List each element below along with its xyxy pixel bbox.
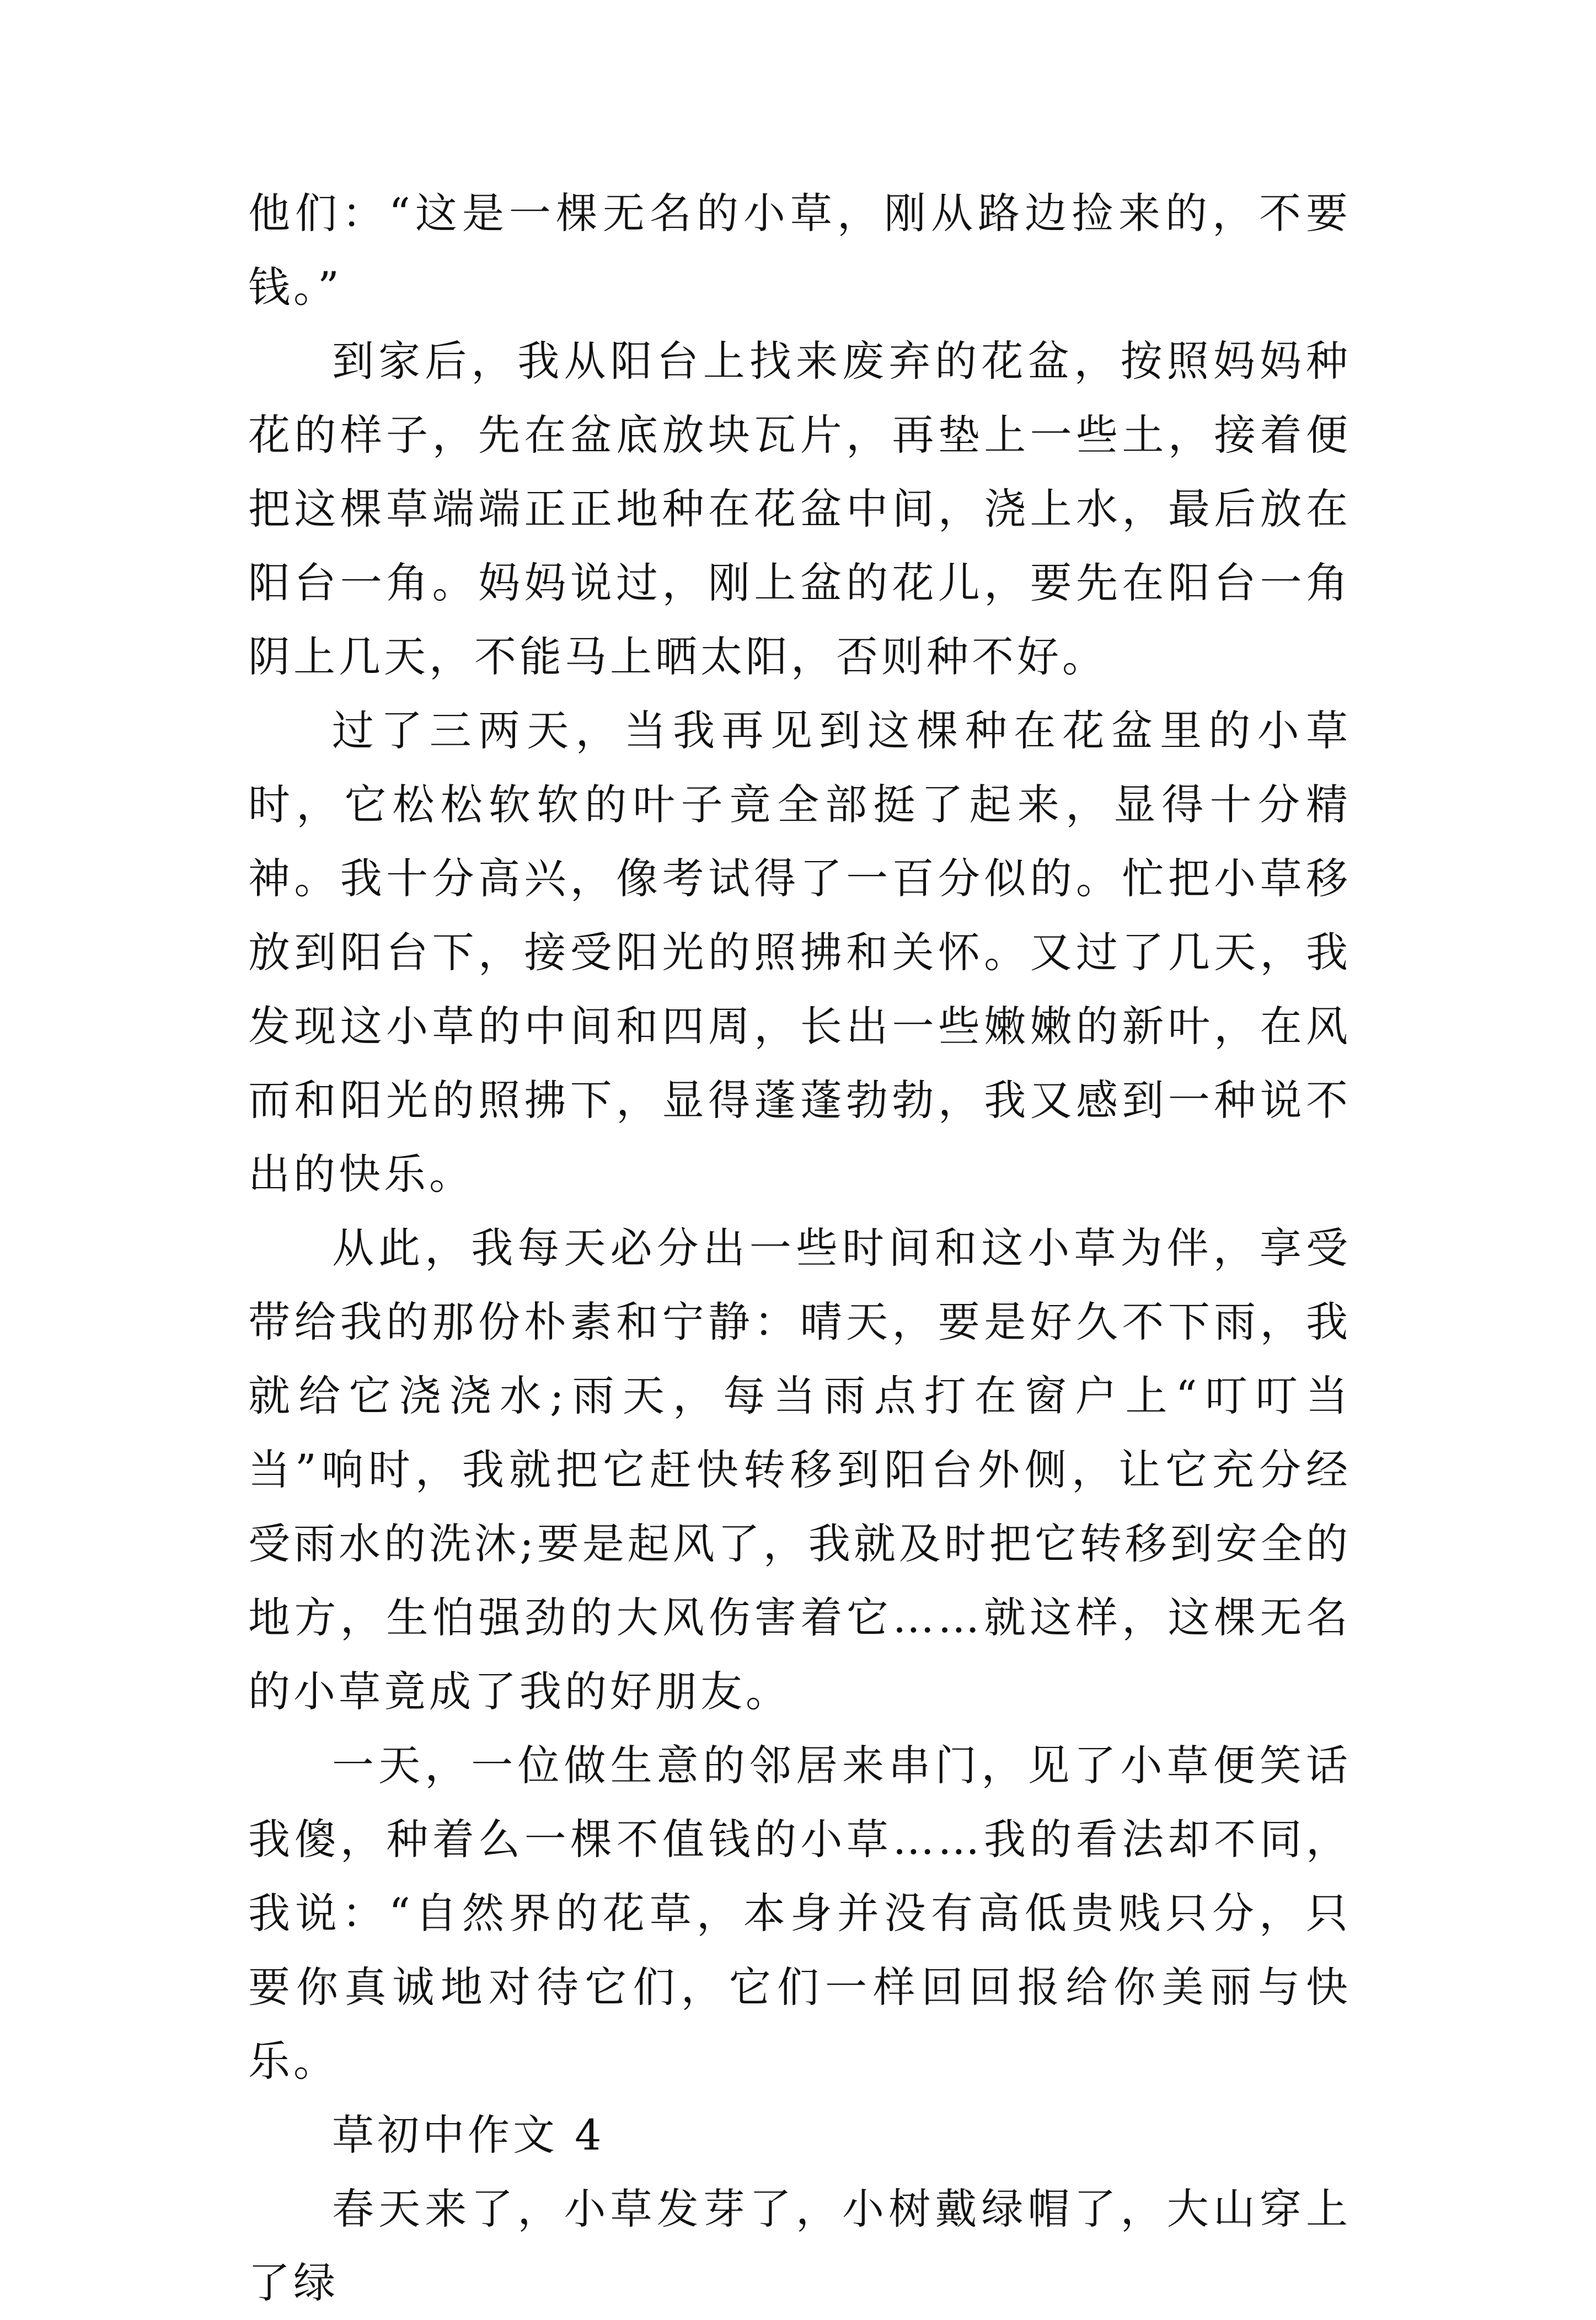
paragraph-4: 从此，我每天必分出一些时间和这小草为伴，享受带给我的那份朴素和宁静：晴天，要是好久不下雨，我就给它浇浇水;雨天，每当雨点打在窗户上“叮叮当当”响时，我就把它赶快转移到阳台外侧，让它充分经受雨水的洗沐;要是起风了，我就及时把它转移到安全的地方，生怕强劲的大风伤害着它……就这样，这棵无名的小草竟成了我的好朋友。 bbox=[248, 1223, 1351, 1716]
paragraph-5: 一天，一位做生意的邻居来串门，见了小草便笑话我傻，种着么一棵不值钱的小草……我的看法却不同，我说：“自然界的花草，本身并没有高低贵贱只分，只要你真诚地对待它们，它们一样回回报给你美丽与快乐。 bbox=[248, 1741, 1351, 2086]
paragraph-3: 过了三两天，当我再见到这棵种在花盆里的小草时，它松松软软的叶子竟全部挺了起来，显得十分精神。我十分高兴，像考试得了一百分似的。忙把小草移放到阳台下，接受阳光的照拂和关怀。又过了几天，我发现这小草的中间和四周，长出一些嫩嫩的新叶，在风而和阳光的照拂下，显得蓬蓬勃勃，我又感到一种说不出的快乐。 bbox=[248, 706, 1351, 1199]
essay-heading: 草初中作文 4 bbox=[332, 2110, 605, 2159]
paragraph-1: 他们：“这是一棵无名的小草，刚从路边捡来的，不要钱。” bbox=[248, 189, 1351, 312]
essay-body bbox=[248, 177, 1351, 2320]
paragraph-2: 到家后，我从阳台上找来废弃的花盆，按照妈妈种花的样子，先在盆底放块瓦片，再垫上一些土，接着便把这棵草端端正正地种在花盆中间，浇上水，最后放在阳台一角。妈妈说过，刚上盆的花儿，要先在阳台一角阴上几天，不能马上晒太阳，否则种不好。 bbox=[248, 336, 1351, 681]
paragraph-6: 春天来了，小草发芽了，小树戴绿帽了，大山穿上了绿 bbox=[248, 2184, 1351, 2307]
